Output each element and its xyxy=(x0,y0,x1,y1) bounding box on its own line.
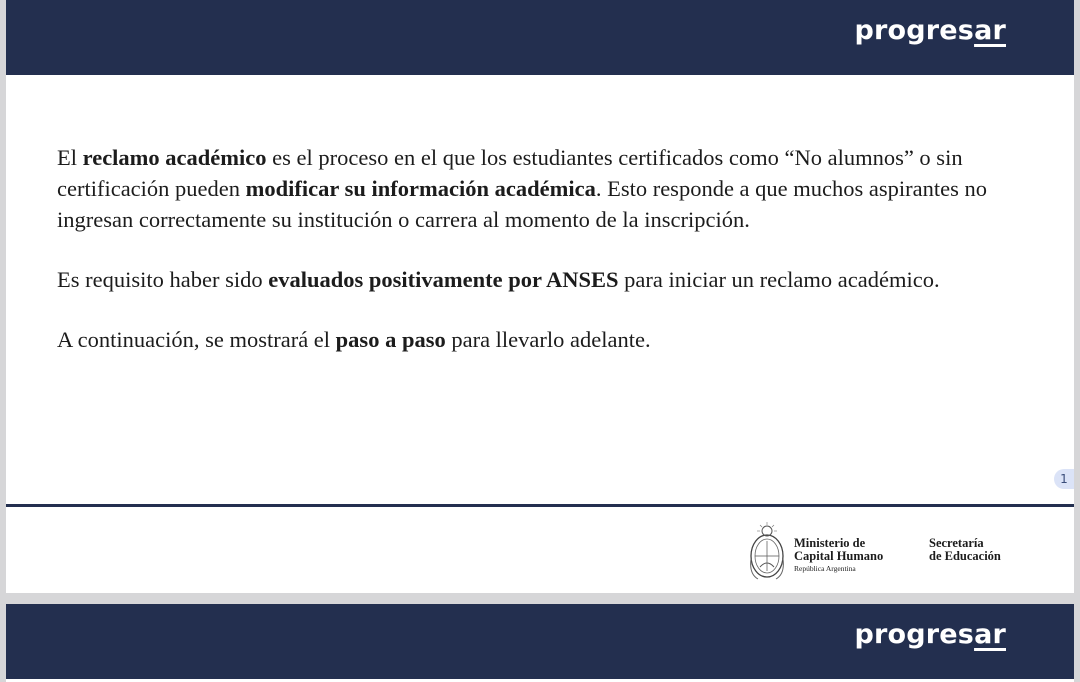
bold-text-run: modificar su información académica xyxy=(245,176,596,201)
logo-accent-text: ar xyxy=(974,15,1006,46)
ministry-label xyxy=(794,537,883,574)
bold-text-run: paso a paso xyxy=(335,327,446,352)
paragraph-1 xyxy=(57,142,1037,235)
logo-accent-text-next: ar xyxy=(974,619,1006,650)
logo-main-text: progres xyxy=(854,15,975,46)
ministry-line-1: Ministerio de xyxy=(794,536,866,550)
text-run: A continuación, se mostrará el xyxy=(57,327,336,352)
bold-text-run: reclamo académico xyxy=(82,145,267,170)
ministry-country: República Argentina xyxy=(794,564,856,573)
paragraph-2 xyxy=(57,264,1037,295)
logo-main-text-next: progres xyxy=(854,619,975,650)
secretaria-line-1: Secretaría xyxy=(929,536,984,550)
argentina-coat-of-arms-icon xyxy=(746,519,788,585)
footer-divider xyxy=(6,504,1074,507)
text-run: Es requisito haber sido xyxy=(57,267,269,292)
paragraph-3 xyxy=(57,324,1037,355)
progresar-logo-next xyxy=(854,619,1006,650)
secretaria-line-2: de Educación xyxy=(929,549,1001,563)
secretaria-label xyxy=(929,537,1001,563)
bold-text-run: evaluados positivamente por ANSES xyxy=(268,267,619,292)
document-page-2 xyxy=(6,604,1074,682)
text-run: para iniciar un reclamo académico. xyxy=(618,267,940,292)
body-text xyxy=(57,142,1037,384)
text-run: . Esto responde a que muchos aspirantes no ingresan correctamente su institución o carrera al momento de la inscripción. xyxy=(57,176,987,232)
page-number-badge: 1 xyxy=(1054,469,1074,489)
progresar-logo xyxy=(854,15,1006,46)
page-header xyxy=(6,0,1074,75)
document-page-1 xyxy=(6,0,1074,593)
page-header-next xyxy=(6,604,1074,679)
text-run: para llevarlo adelante. xyxy=(445,327,651,352)
text-run: El xyxy=(57,145,83,170)
text-run: es el proceso en el que los estudiantes certificados como “No alumnos” o sin certificación pueden xyxy=(57,145,963,201)
ministry-line-2: Capital Humano xyxy=(794,549,884,563)
